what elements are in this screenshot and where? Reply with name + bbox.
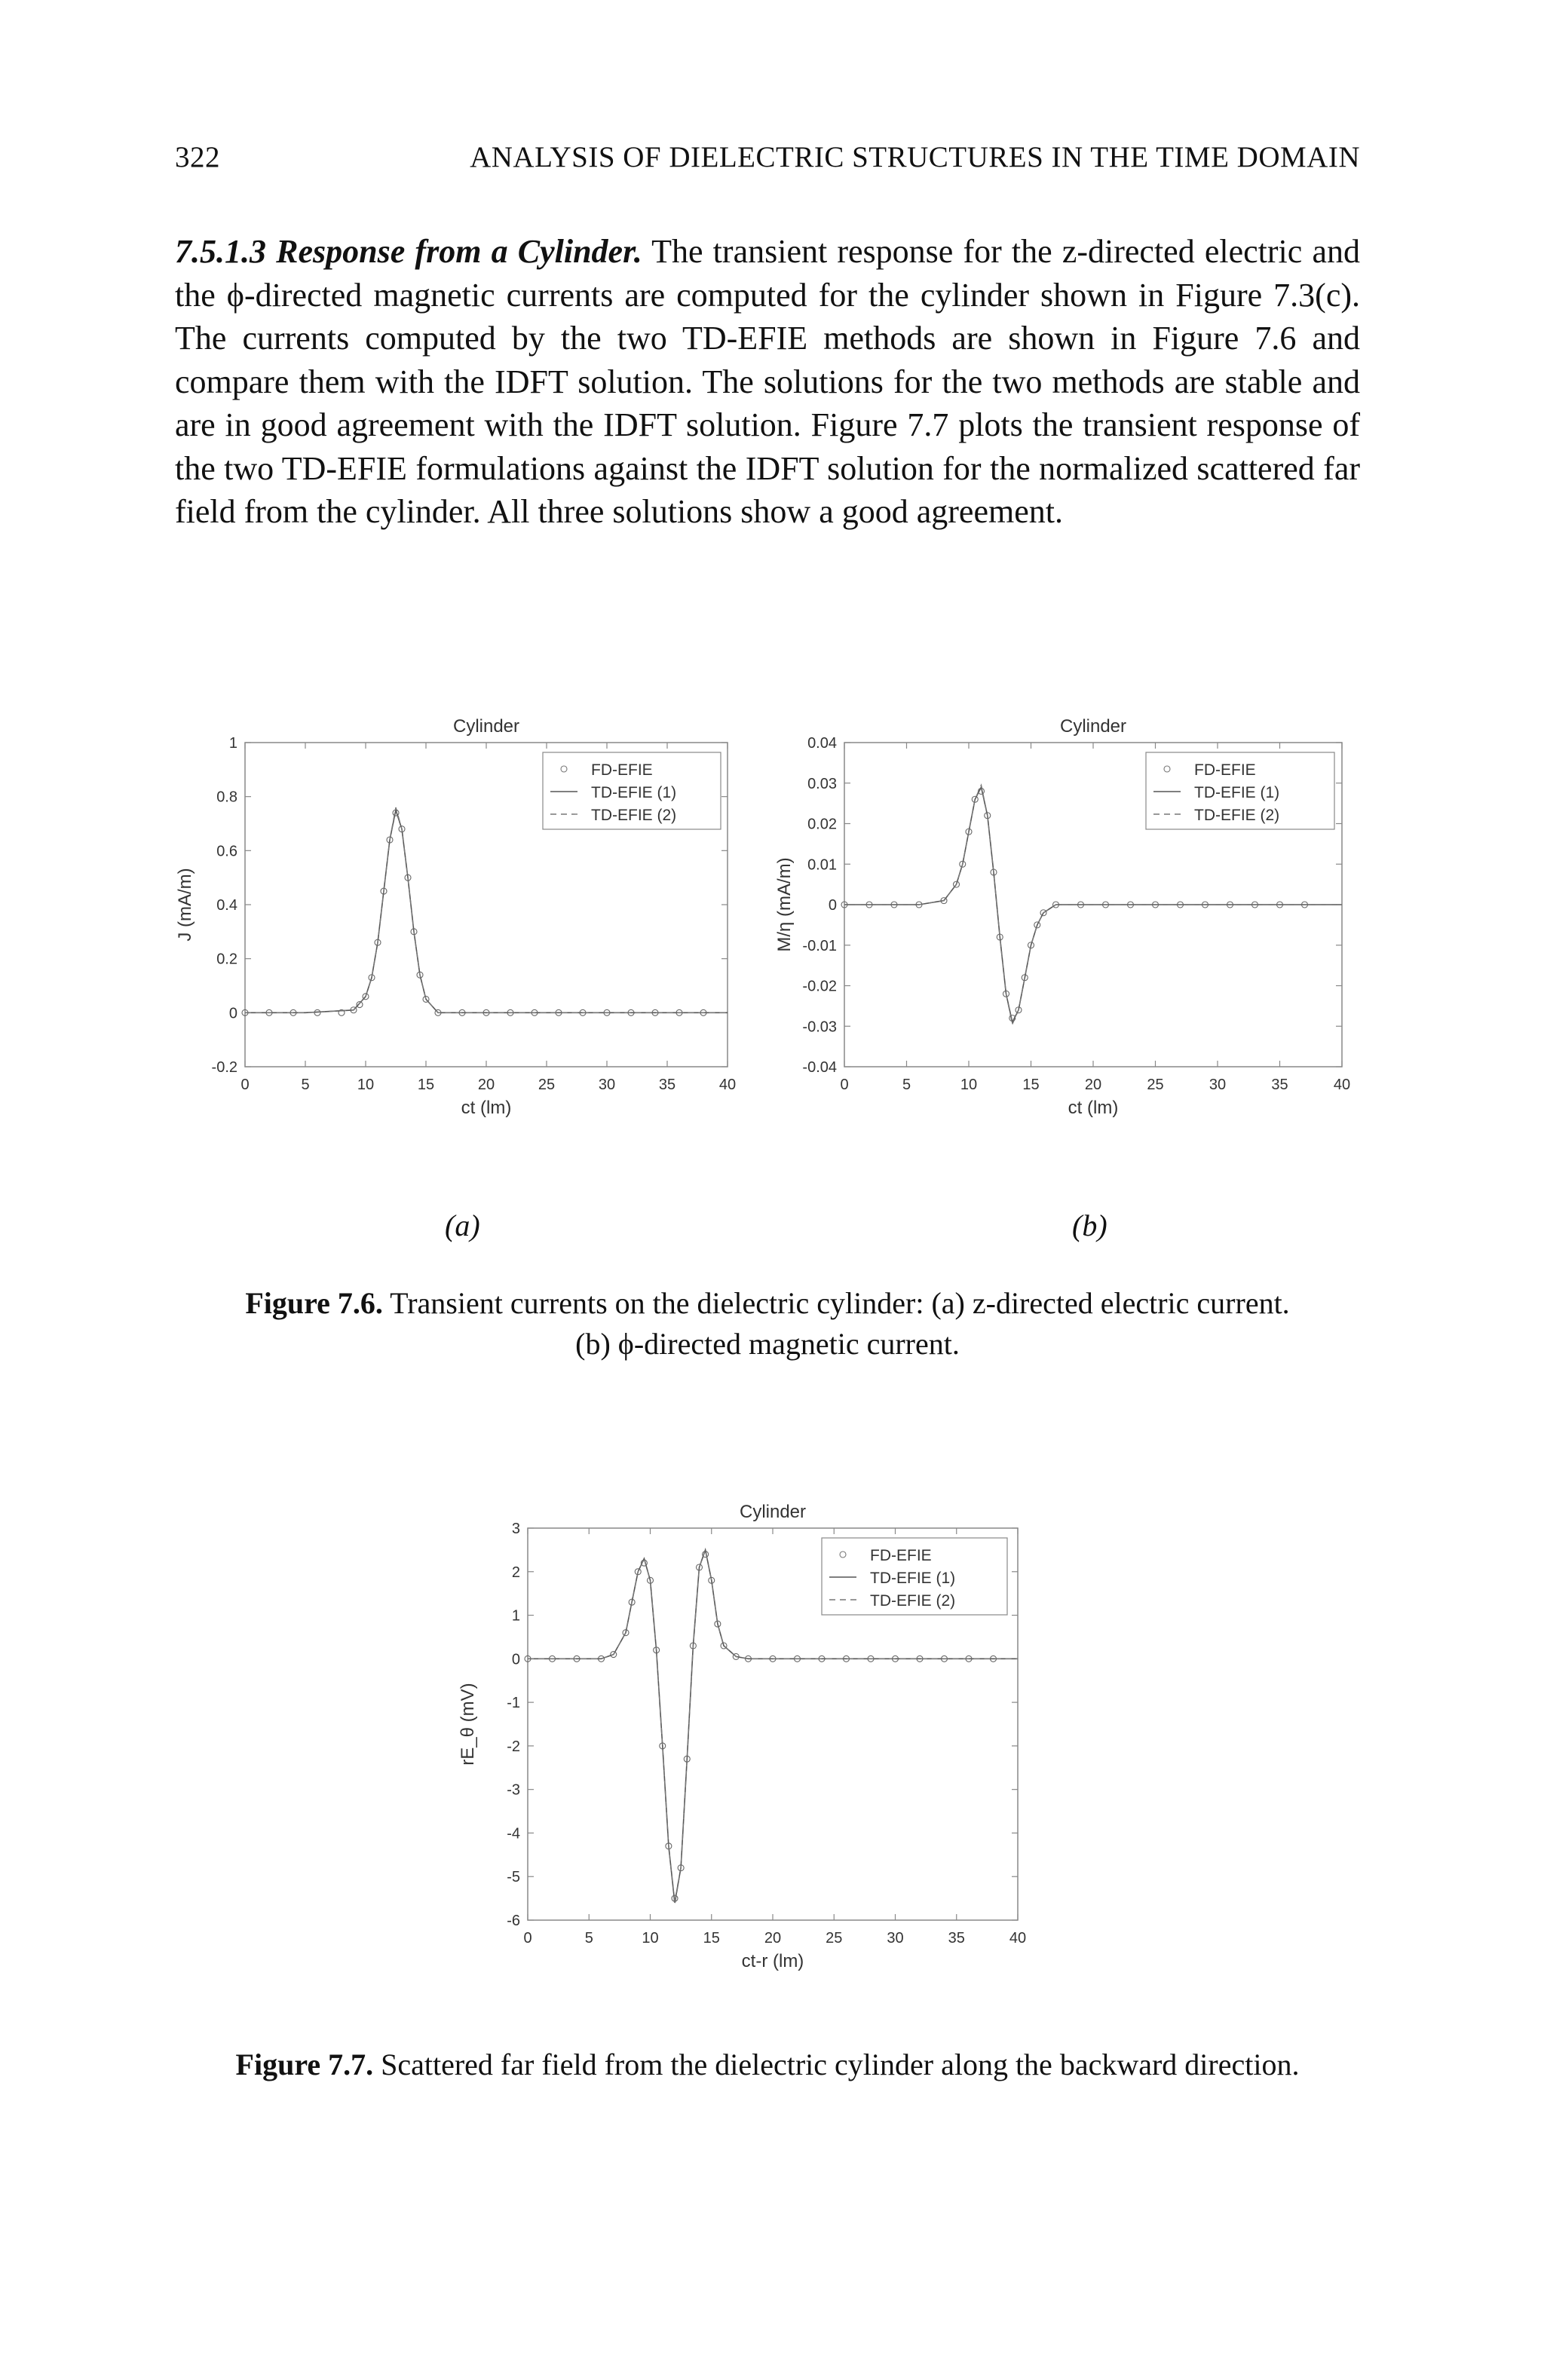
y-tick-label: 0.01	[807, 856, 837, 874]
page-number: 322	[175, 141, 220, 173]
x-tick-label: 5	[301, 1077, 310, 1093]
y-tick-label: -6	[507, 1913, 520, 1929]
y-tick-label: -3	[507, 1781, 520, 1799]
figure-7-6b	[754, 694, 1372, 1191]
x-tick-label: 15	[703, 1930, 720, 1947]
x-axis-label: ct-r (lm)	[741, 1951, 804, 1971]
x-tick-label: 35	[948, 1930, 965, 1947]
figure-7-6-caption	[175, 1283, 1360, 1365]
x-tick-label: 0	[523, 1930, 532, 1947]
x-tick-label: 35	[658, 1077, 676, 1093]
figure-7-7-number: Figure 7.7.	[235, 2048, 374, 2081]
y-tick-label: 0	[828, 897, 837, 914]
running-head-title: ANALYSIS OF DIELECTRIC STRUCTURES IN THE TIME DOMAIN	[470, 141, 1360, 173]
x-tick-label: 0	[840, 1077, 849, 1093]
legend-label: TD-EFIE (2)	[1194, 807, 1280, 824]
series-line-td-efie-2	[245, 807, 728, 1012]
y-tick-label: 0	[511, 1651, 520, 1668]
legend-label: TD-EFIE (1)	[591, 784, 677, 801]
x-tick-label: 5	[902, 1077, 911, 1093]
legend-label: TD-EFIE (2)	[870, 1592, 956, 1610]
y-tick-label: 0.6	[216, 843, 237, 860]
x-tick-label: 20	[1084, 1077, 1102, 1093]
figure-7-7	[430, 1485, 1078, 1998]
legend-label: FD-EFIE	[870, 1547, 932, 1564]
y-tick-label: -0.01	[802, 937, 837, 954]
x-tick-label: 10	[357, 1077, 375, 1093]
figure-7-6-number: Figure 7.6.	[245, 1286, 383, 1320]
chart-title: Cylinder	[452, 716, 520, 737]
y-tick-label: 0.03	[807, 775, 837, 792]
figure-7-6-caption-line1: Transient currents on the dielectric cylinder: (a) z-directed electric current.	[382, 1286, 1290, 1320]
y-tick-label: 0	[228, 1005, 237, 1022]
y-tick-label: -5	[507, 1869, 520, 1886]
legend-label: TD-EFIE (1)	[1194, 784, 1280, 801]
y-axis-label: J (mA/m)	[175, 868, 195, 942]
y-tick-label: 0.8	[216, 789, 237, 806]
chart-title: Cylinder	[1059, 716, 1127, 737]
x-tick-label: 15	[1022, 1077, 1040, 1093]
x-tick-label: 25	[1147, 1077, 1164, 1093]
y-axis-label: M/η (mA/m)	[774, 857, 795, 952]
figure-7-6a	[151, 694, 754, 1191]
section-title: Response from a Cylinder.	[276, 233, 642, 270]
y-tick-label: -4	[507, 1825, 520, 1842]
y-tick-label: -0.02	[802, 978, 837, 995]
x-axis-label: ct (lm)	[461, 1098, 512, 1118]
section-paragraph	[175, 230, 1360, 534]
y-tick-label: 3	[511, 1521, 520, 1537]
series-line-td-efie-1	[245, 810, 728, 1013]
legend-label: TD-EFIE (2)	[591, 807, 677, 824]
x-tick-label: 5	[584, 1930, 593, 1947]
legend-label: TD-EFIE (1)	[870, 1570, 956, 1587]
y-tick-label: 0.2	[216, 951, 237, 968]
legend-label: FD-EFIE	[591, 761, 653, 779]
x-tick-label: 20	[477, 1077, 495, 1093]
x-tick-label: 35	[1271, 1077, 1288, 1093]
y-tick-label: -1	[507, 1695, 520, 1712]
x-tick-label: 10	[960, 1077, 978, 1093]
x-axis-label: ct (lm)	[1068, 1098, 1119, 1118]
y-tick-label: -0.04	[802, 1059, 837, 1076]
figure-7-7-caption	[175, 2045, 1360, 2085]
x-tick-label: 15	[417, 1077, 435, 1093]
x-tick-label: 40	[1333, 1077, 1351, 1093]
x-tick-label: 30	[598, 1077, 616, 1093]
x-tick-label: 10	[642, 1930, 659, 1947]
chart-fig77	[430, 1485, 1078, 1998]
y-tick-label: 0.04	[807, 735, 837, 752]
chart-title: Cylinder	[739, 1502, 807, 1522]
x-tick-label: 30	[887, 1930, 904, 1947]
figure-7-6a-label: (a)	[445, 1208, 480, 1242]
x-tick-label: 40	[1009, 1930, 1027, 1947]
legend-label: FD-EFIE	[1194, 761, 1256, 779]
x-tick-label: 20	[764, 1930, 782, 1947]
figure-7-7-caption-text: Scattered far field from the dielectric cylinder along the backward direction.	[373, 2048, 1300, 2081]
y-tick-label: -0.2	[211, 1059, 237, 1076]
x-tick-label: 30	[1209, 1077, 1227, 1093]
x-tick-label: 25	[826, 1930, 843, 1947]
figure-7-6b-label: (b)	[1072, 1208, 1107, 1242]
chart-fig76a	[151, 694, 754, 1191]
y-tick-label: 0.4	[216, 897, 237, 914]
y-tick-label: 1	[228, 735, 237, 752]
figure-7-6-caption-line2: (b) ϕ-directed magnetic current.	[575, 1327, 960, 1361]
y-tick-label: 2	[511, 1564, 520, 1581]
y-tick-label: 0.02	[807, 816, 837, 833]
chart-fig76b	[754, 694, 1372, 1191]
y-tick-label: 1	[511, 1607, 520, 1625]
running-header	[175, 140, 1360, 178]
x-tick-label: 40	[718, 1077, 737, 1093]
x-tick-label: 25	[538, 1077, 556, 1093]
section-number: 7.5.1.3	[175, 233, 266, 270]
y-tick-label: -2	[507, 1738, 520, 1755]
y-tick-label: -0.03	[802, 1018, 837, 1036]
y-axis-label: rE_θ (mV)	[458, 1683, 478, 1766]
x-tick-label: 0	[240, 1077, 250, 1093]
section-body: The transient response for the z-directed electric and the ϕ-directed magnetic currents are computed for the cylinder shown in Figure 7.3(c). The currents computed by the two TD-EFIE methods are shown in Figure 7.6 and compare them with the IDFT solution. The solutions for the two methods are stable and are in good agreement with the IDFT solution. Figure 7.7 plots the transient response of the two TD-EFIE formulations against the IDFT solution for the normalized scattered far field from the cylinder. All three solutions show a good agreement.	[175, 233, 1360, 530]
